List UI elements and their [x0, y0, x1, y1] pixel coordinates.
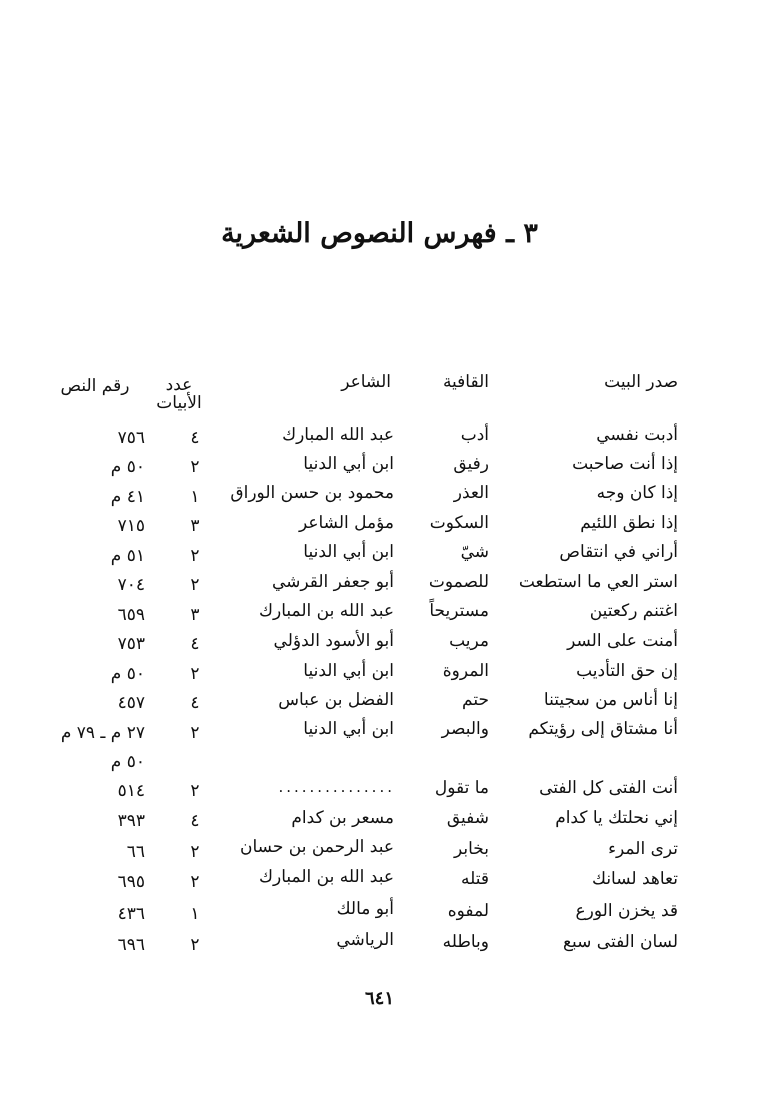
- row-count: ١: [190, 904, 200, 924]
- row-sadr: إن حق التأديب: [576, 661, 678, 681]
- header-count-line2: الأبيات: [156, 393, 202, 413]
- row-num: ٧٥٣: [117, 634, 145, 654]
- row-count: ٢: [190, 546, 200, 566]
- row-sadr: أنت الفتى كل الفتى: [539, 778, 678, 798]
- row-qafia: قتله: [461, 869, 489, 889]
- row-sadr: إذا كان وجه: [596, 483, 678, 503]
- row-shaer: عبد الله بن المبارك: [259, 867, 394, 887]
- row-num: ٦٩٥: [117, 872, 145, 892]
- row-count: ٤: [190, 634, 200, 654]
- row-qafia: المروة: [442, 661, 489, 681]
- row-sadr: إذا نطق اللئيم: [580, 513, 678, 533]
- row-qafia: مستريحاً: [429, 601, 489, 621]
- row-qafia: وباطله: [442, 932, 489, 952]
- row-num: ٤٥٧: [117, 693, 145, 713]
- row-sadr: ترى المرء: [608, 839, 678, 859]
- row-sadr: أدبت نفسي: [596, 425, 678, 445]
- row-sadr: أراني في انتقاص: [559, 542, 678, 562]
- row-shaer: عبد الله بن المبارك: [259, 601, 394, 621]
- row-shaer: ابن أبي الدنيا: [303, 661, 394, 681]
- row-num: ٧٥٦: [117, 428, 145, 448]
- row-shaer: أبو الأسود الدؤلي: [273, 631, 394, 651]
- row-qafia: شيّ: [460, 542, 489, 562]
- row-num: ٧١٥: [117, 516, 145, 536]
- row-num: ٥١ م: [110, 546, 145, 566]
- header-shaer: الشاعر: [341, 372, 391, 392]
- row-sadr: إنا أناس من سجيتنا: [543, 690, 678, 710]
- row-sadr: استر العي ما استطعت: [518, 572, 678, 592]
- row-sadr: أمنت على السر: [567, 631, 678, 651]
- row-qafia: مريب: [449, 631, 489, 651]
- row-sadr: تعاهد لسانك: [592, 869, 678, 889]
- row-num: ٣٩٣: [117, 811, 145, 831]
- page-number: ٦٤١: [364, 988, 394, 1009]
- row-shaer: أبو جعفر القرشي: [271, 572, 394, 592]
- row-shaer: أبو مالك: [336, 899, 394, 919]
- row-sadr: اغتنم ركعتين: [589, 601, 678, 621]
- row-num-continued: ٥٠ م: [110, 752, 145, 772]
- row-qafia: ما تقول: [434, 778, 489, 798]
- row-shaer: ابن أبي الدنيا: [303, 542, 394, 562]
- row-num: ٥٠ م: [110, 664, 145, 684]
- row-qafia: العذر: [453, 483, 489, 503]
- row-count: ٢: [190, 781, 200, 801]
- row-shaer: ابن أبي الدنيا: [303, 454, 394, 474]
- row-shaer: محمود بن حسن الوراق: [230, 483, 394, 503]
- row-count: ٢: [190, 664, 200, 684]
- row-shaer: مسعر بن كدام: [291, 808, 394, 828]
- row-qafia: شفيق: [446, 808, 489, 828]
- row-sadr: لسان الفتى سبع: [562, 932, 678, 952]
- row-shaer-unknown: ...............: [278, 778, 395, 796]
- header-count-line1: عدد: [165, 375, 193, 395]
- row-sadr: إذا أنت صاحبت: [572, 454, 678, 474]
- row-shaer: الرياشي: [336, 930, 394, 950]
- row-num: ٦٦: [126, 842, 145, 862]
- row-shaer: عبد الرحمن بن حسان: [240, 837, 394, 857]
- row-qafia: للصموت: [428, 572, 489, 592]
- row-num: ٤٣٦: [117, 904, 145, 924]
- row-count: ٢: [190, 842, 200, 862]
- row-qafia: لمفوه: [447, 901, 489, 921]
- row-num: ٦٥٩: [117, 605, 145, 625]
- row-qafia: أدب: [460, 425, 489, 445]
- page-title: ٣ ـ فهرس النصوص الشعرية: [221, 218, 538, 249]
- row-count: ٢: [190, 723, 200, 743]
- row-qafia: بخابر: [454, 839, 489, 859]
- row-num: ٧٠٤: [117, 575, 145, 595]
- row-shaer: عبد الله المبارك: [282, 425, 394, 445]
- row-num: ٢٧ م ـ ٧٩ م: [60, 723, 145, 743]
- row-shaer: مؤمل الشاعر: [298, 513, 394, 533]
- row-num: ٥٠ م: [110, 457, 145, 477]
- row-count: ٢: [190, 575, 200, 595]
- row-qafia: رفيق: [453, 454, 489, 474]
- row-sadr: قد يخزن الورع: [575, 901, 678, 921]
- header-num: رقم النص: [60, 376, 130, 396]
- row-count: ٣: [190, 516, 200, 536]
- row-count: ٢: [190, 457, 200, 477]
- row-count: ٢: [190, 935, 200, 955]
- row-count: ٢: [190, 872, 200, 892]
- row-count: ٤: [190, 811, 200, 831]
- header-sadr: صدر البيت: [604, 372, 678, 392]
- row-count: ٤: [190, 428, 200, 448]
- row-count: ٤: [190, 693, 200, 713]
- row-shaer: الفضل بن عباس: [278, 690, 394, 710]
- row-shaer: ابن أبي الدنيا: [303, 719, 394, 739]
- row-count: ٣: [190, 605, 200, 625]
- header-qafia: القافية: [442, 372, 489, 392]
- row-qafia: السكوت: [429, 513, 489, 533]
- row-qafia: حتم: [462, 690, 489, 710]
- row-sadr: أنا مشتاق إلى رؤيتكم: [528, 719, 678, 739]
- row-num: ٥١٤: [117, 781, 145, 801]
- row-num: ٤١ م: [110, 487, 145, 507]
- row-num: ٦٩٦: [117, 935, 145, 955]
- row-qafia: والبصر: [441, 719, 489, 739]
- row-count: ١: [190, 487, 200, 507]
- row-sadr: إني نحلتك يا كدام: [555, 808, 678, 828]
